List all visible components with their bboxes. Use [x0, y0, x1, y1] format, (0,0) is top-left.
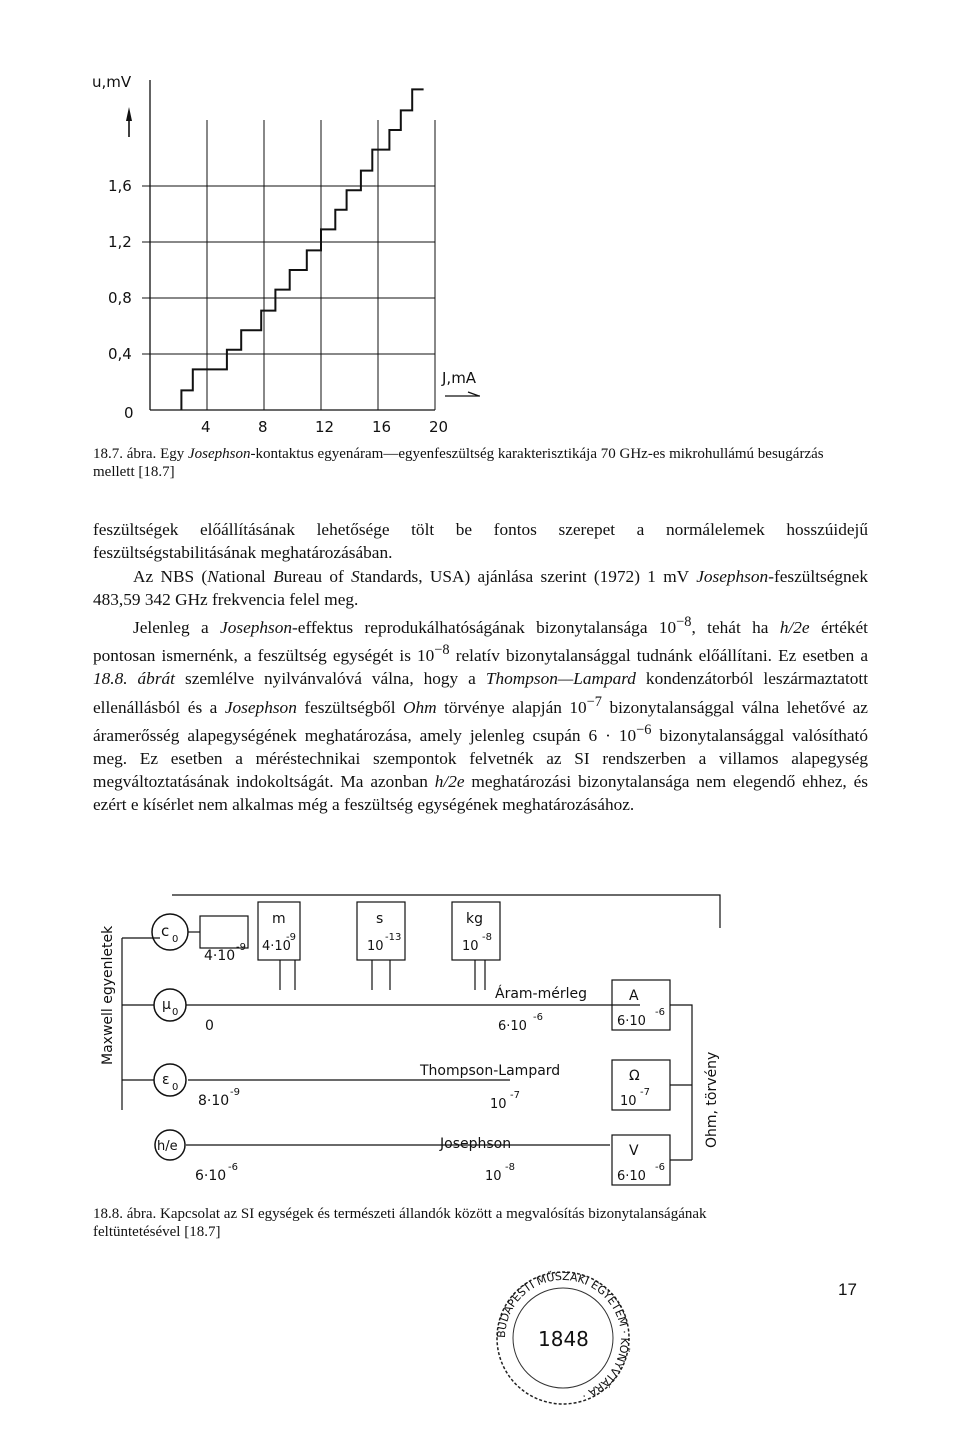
josephson-iv-chart — [80, 65, 520, 450]
x-tick-label: 20 — [429, 418, 449, 436]
unit-volt — [612, 1135, 670, 1185]
svg-text:s: s — [376, 911, 384, 927]
svg-text:-13: -13 — [385, 932, 402, 943]
svg-text:A: A — [629, 988, 639, 1004]
x-axis-label: J,mA — [442, 369, 477, 387]
x-tick-label: 8 — [258, 418, 268, 436]
method-josephson — [439, 1136, 515, 1184]
origin-label: 0 — [124, 404, 134, 422]
y-tick-label: 1,6 — [108, 177, 132, 195]
svg-text:h/e: h/e — [157, 1139, 178, 1154]
svg-text:6·10: 6·10 — [617, 1014, 646, 1029]
svg-text:Thompson-Lampard: Thompson-Lampard — [420, 1063, 561, 1079]
svg-text:10: 10 — [462, 939, 479, 954]
svg-text:-6: -6 — [655, 1162, 665, 1173]
base-unit-m — [258, 902, 300, 960]
base-unit-kg — [452, 902, 500, 960]
method-current-balance — [495, 985, 587, 1034]
svg-text:10: 10 — [620, 1094, 637, 1109]
si-units-diagram — [80, 880, 740, 1210]
constant-eps0 — [122, 1064, 240, 1109]
iv-step-curve — [181, 89, 423, 410]
page-number: 17 — [838, 1280, 857, 1299]
svg-text:-6: -6 — [533, 1012, 543, 1023]
figure-18-7-caption: 18.7. ábra. Egy Josephson-kontaktus egyenáram—egyenfeszültség karakterisztikája 70 GHz-es mikrohullámú besugárzás mellett [18.7] — [93, 446, 824, 480]
svg-text:Josephson: Josephson — [440, 1136, 512, 1152]
svg-text:10: 10 — [367, 939, 384, 954]
svg-text:-6: -6 — [228, 1162, 238, 1173]
constant-mu0 — [122, 989, 214, 1034]
x-tick-label: 16 — [372, 418, 392, 436]
svg-text:0: 0 — [172, 1007, 179, 1018]
svg-text:0: 0 — [172, 1082, 179, 1093]
svg-text:-8: -8 — [505, 1162, 515, 1173]
figure-18-8-caption: 18.8. ábra. Kapcsolat az SI egységek és természeti állandók között a megvalósítás bizonytalanságának feltüntetésével [18.7] — [93, 1206, 707, 1240]
stamp-year: 1848 — [538, 1327, 589, 1351]
svg-text:BUDAPESTI MŰSZAKI EGYETEM · KÖ: BUDAPESTI MŰSZAKI EGYETEM · KÖNYVTÁRA · — [494, 1269, 632, 1403]
body-text — [93, 518, 868, 817]
svg-text:6·10: 6·10 — [195, 1168, 227, 1184]
svg-text:ε: ε — [162, 1072, 170, 1088]
svg-text:6·10: 6·10 — [617, 1169, 646, 1184]
svg-text:4·10: 4·10 — [262, 939, 291, 954]
x-tick-label: 4 — [201, 418, 211, 436]
paragraph-1: feszültségek előállításának lehetősége tölt be fontos szerepet a normálelemek hosszúidejű feszültségstabilitásának meghatározásában. — [93, 520, 868, 563]
svg-text:V: V — [629, 1143, 639, 1159]
library-stamp — [488, 1268, 638, 1408]
unit-ohm — [612, 1060, 670, 1110]
svg-text:m: m — [272, 911, 286, 927]
base-unit-s — [357, 902, 405, 960]
svg-text:0: 0 — [205, 1018, 214, 1034]
svg-text:-8: -8 — [482, 932, 492, 943]
svg-text:-9: -9 — [286, 932, 296, 943]
caption-number: 18.7. ábra. — [93, 446, 157, 462]
svg-text:-6: -6 — [655, 1007, 665, 1018]
svg-text:Ω: Ω — [629, 1068, 640, 1084]
svg-text:kg: kg — [466, 911, 483, 927]
y-tick-label: 1,2 — [108, 233, 132, 251]
svg-text:μ: μ — [162, 997, 171, 1013]
chart-tick-labels — [108, 177, 448, 436]
svg-text:-7: -7 — [510, 1090, 520, 1101]
svg-text:6·10: 6·10 — [498, 1019, 527, 1034]
svg-text:8·10: 8·10 — [198, 1093, 230, 1109]
paragraph-3: Jelenleg a Josephson-effektus reprodukálhatóságának bizonytalansága $10^{-8}$, tehát ha h/2e értékét pontosan ismernénk, a feszültség egységét is $10^{-8}$ relatív bizonytalansággal tudnánk előállítani. Ez esetben a 18.8. ábrát szemlélve nyilvánvalóvá válna, hogy a Thompson—Lampard kondenzátorból leszármaztatott ellenállásból és a Josephson feszültségből Ohm törvénye alapján $10^{-7}$ bizonytalansággal válna lehetővé az áramerősség alapegységének meghatározása, amely jelenleg csupán $6 \cdot 10^{-6}$ bizonytalansággal valósítható meg. Ez esetben a méréstechnikai szempontok felvetnék az SI rendszerben a villamos alapegység megváltoztatásának indokoltságát. Ma azonban h/2e meghatározási bizonytalansága nem elegendő ehhez, és ezért e kísérlet nem alkalmas még a feszültség egységének meghatározásához. — [93, 614, 868, 815]
svg-text:4·10: 4·10 — [204, 948, 236, 964]
y-tick-label: 0,4 — [108, 345, 132, 363]
svg-text:10: 10 — [490, 1097, 507, 1112]
constant-c0 — [152, 914, 248, 964]
x-tick-label: 12 — [315, 418, 335, 436]
svg-text:-7: -7 — [640, 1087, 650, 1098]
svg-text:10: 10 — [485, 1169, 502, 1184]
svg-text:-9: -9 — [230, 1087, 240, 1098]
y-axis-label: u,mV — [92, 73, 132, 91]
method-thompson-lampard — [419, 1063, 560, 1112]
svg-text:Áram-mérleg: Áram-mérleg — [495, 986, 587, 1002]
constant-h-over-e — [155, 1130, 238, 1184]
svg-text:0: 0 — [172, 934, 179, 945]
ohm-law-label: Ohm, törvény — [704, 1051, 720, 1148]
svg-text:-9: -9 — [236, 942, 246, 953]
svg-text:c: c — [161, 922, 170, 940]
maxwell-label: Maxwell egyenletek — [100, 925, 116, 1065]
paragraph-2: Az NBS (National Bureau of Standards, USA) ajánlása szerint (1972) 1 mV Josephson-feszültségnek 483,59 342 GHz frekvencia felel meg. — [93, 566, 868, 609]
y-tick-label: 0,8 — [108, 289, 132, 307]
